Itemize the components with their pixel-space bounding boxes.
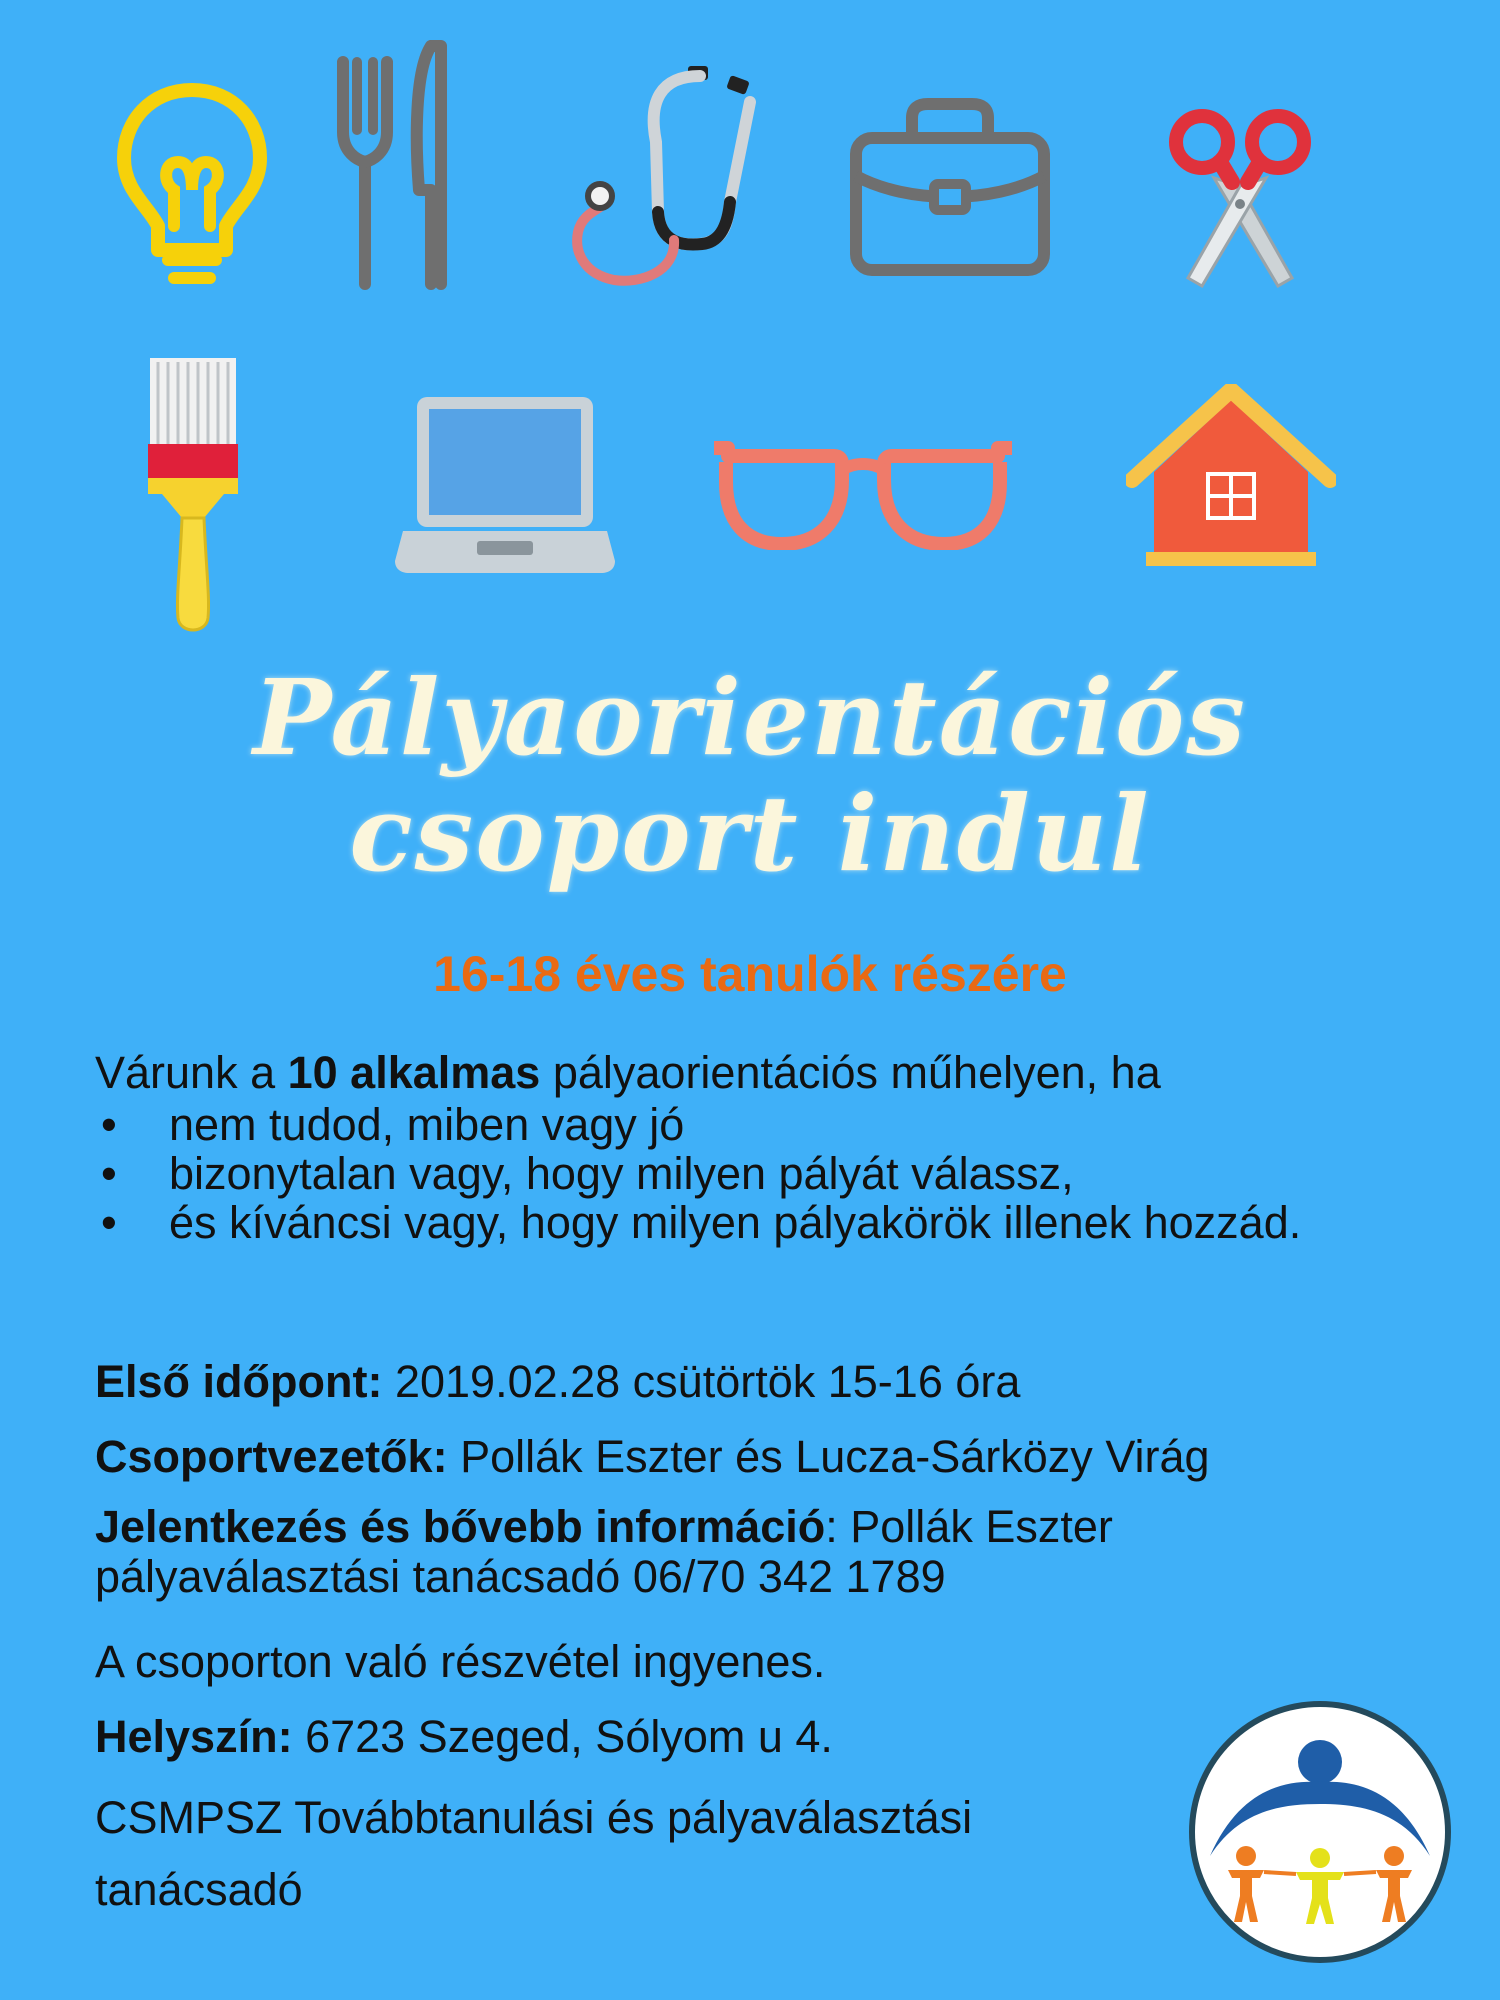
- lightbulb-icon: [112, 78, 272, 288]
- leaders-value: Pollák Eszter és Lucza-Sárközy Virág: [447, 1431, 1210, 1482]
- poster-subtitle: 16-18 éves tanulók részére: [433, 946, 1067, 1002]
- paintbrush-icon: [148, 358, 238, 634]
- intro-prefix: Várunk a: [95, 1047, 288, 1098]
- contact-info: [95, 1502, 1325, 1602]
- first-date-value: 2019.02.28 csütörtök 15-16 óra: [382, 1356, 1021, 1407]
- list-item: [95, 1198, 1425, 1247]
- first-date-label: Első időpont:: [95, 1356, 383, 1407]
- briefcase-icon: [848, 92, 1053, 282]
- bullet-icon: •: [101, 1099, 117, 1150]
- intro-text: [95, 1048, 1425, 1098]
- scissors-icon: [1160, 108, 1320, 293]
- first-date: [95, 1357, 1395, 1407]
- laptop-icon: [393, 393, 618, 578]
- stethoscope-icon: [560, 62, 780, 287]
- fork-knife-icon: [335, 40, 455, 295]
- location-label: Helyszín:: [95, 1711, 293, 1762]
- intro-suffix: pályaorientációs műhelyen, ha: [540, 1047, 1161, 1098]
- contact-value: : Pollák Eszter pályaválasztási tanácsadó 06/70 342 1789: [95, 1501, 1113, 1602]
- title-line-2: csoport indul: [349, 772, 1151, 895]
- leaders-label: Csoportvezetők:: [95, 1431, 448, 1482]
- poster-title: [0, 656, 1500, 895]
- list-item-text: bizonytalan vagy, hogy milyen pályát válassz,: [169, 1148, 1074, 1199]
- bullet-icon: •: [101, 1148, 117, 1199]
- list-item: [95, 1149, 1425, 1198]
- criteria-list: [95, 1100, 1425, 1247]
- glasses-icon: [708, 440, 1018, 550]
- organization-logo: [1188, 1700, 1453, 1970]
- title-line-1: Pályaorientációs: [253, 656, 1247, 779]
- bullet-icon: •: [101, 1197, 117, 1248]
- group-leaders: [95, 1432, 1395, 1482]
- list-item-text: nem tudod, miben vagy jó: [169, 1099, 685, 1150]
- intro-bold: 10 alkalmas: [287, 1047, 541, 1098]
- location-value: 6723 Szeged, Sólyom u 4.: [292, 1711, 833, 1762]
- list-item-text: és kíváncsi vagy, hogy milyen pályakörök illenek hozzád.: [169, 1197, 1302, 1248]
- free-note: A csoporton való részvétel ingyenes.: [95, 1636, 826, 1687]
- house-icon: [1126, 384, 1336, 569]
- organization-name: CSMPSZ Továbbtanulási és pályaválasztási tanácsadó: [95, 1792, 973, 1915]
- list-item: [95, 1100, 1425, 1149]
- contact-label: Jelentkezés és bővebb információ: [95, 1501, 826, 1552]
